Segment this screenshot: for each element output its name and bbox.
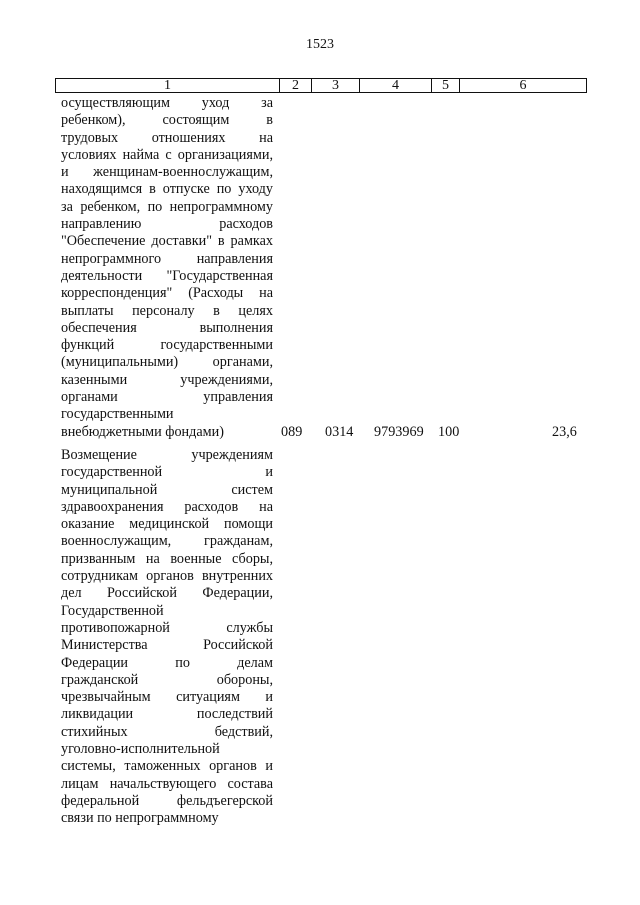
description-line: органами управления (61, 389, 273, 406)
description-line: военнослужащим, гражданам, (61, 533, 273, 550)
description-line: внебюджетными фондами) (61, 423, 224, 440)
description-line: Возмещение учреждениям (61, 447, 273, 463)
description-line: за ребенком, по непрограммному (61, 198, 273, 215)
description-line: здравоохранения расходов на (61, 498, 273, 515)
description-line: уголовно-исполнительной (61, 741, 220, 758)
row-1-col-3: 0314 (325, 424, 354, 440)
description-line: Государственной (61, 602, 164, 619)
header-col-5: 5 (432, 79, 460, 92)
description-line: чрезвычайным ситуациям и (61, 689, 273, 706)
description-line: ликвидации последствий (61, 706, 273, 723)
description-line: направлению расходов (61, 216, 273, 233)
description-line: корреспонденция" (Расходы на (61, 285, 273, 302)
description-line: находящимся в отпуске по уходу (61, 181, 273, 198)
table-header-row (55, 78, 587, 93)
header-col-3: 3 (312, 79, 360, 92)
row-1-col-5: 100 (438, 424, 460, 440)
description-line: (муниципальными) органами, (61, 354, 273, 371)
description-line: деятельности "Государственная (61, 267, 273, 284)
row-1-col-4: 9793969 (374, 424, 424, 440)
header-col-1: 1 (56, 79, 280, 92)
description-line: сотрудникам органов внутренних (61, 568, 273, 585)
description-line: противопожарной службы (61, 619, 273, 636)
description-line: осуществляющим уход за (61, 95, 273, 111)
header-col-2: 2 (280, 79, 312, 92)
description-line: Министерства Российской (61, 637, 273, 654)
description-line: стихийных бедствий, (61, 723, 273, 740)
row-1-col-2: 089 (281, 424, 303, 440)
description-line: системы, таможенных органов и (61, 758, 273, 775)
header-col-6: 6 (519, 78, 527, 93)
row-2-description (61, 447, 273, 828)
description-line: выплаты персоналу в целях (61, 302, 273, 319)
description-line: лицам начальствующего состава (61, 775, 273, 792)
description-line: оказание медицинской помощи (61, 516, 273, 533)
description-line: Федерации по делам (61, 654, 273, 671)
description-line: государственной и (61, 464, 273, 481)
description-line: обеспечения выполнения (61, 319, 273, 336)
page-number: 1523 (306, 37, 334, 52)
description-line: функций государственными (61, 337, 273, 354)
description-line: "Обеспечение доставки" в рамках (61, 233, 273, 250)
description-line: условиях найма с организациями, (61, 146, 273, 163)
description-line: муниципальной систем (61, 481, 273, 498)
description-line: связи по непрограммному (61, 810, 219, 827)
description-line: ребенком), состоящим в (61, 112, 273, 129)
row-1-description (61, 95, 273, 441)
description-line: трудовых отношениях на (61, 129, 273, 146)
description-line: казенными учреждениями, (61, 371, 273, 388)
description-line: призванным на военные сборы, (61, 550, 273, 567)
header-col-4: 4 (360, 79, 432, 92)
description-line: непрограммного направления (61, 250, 273, 267)
description-line: и женщинам-военнослужащим, (61, 164, 273, 181)
description-line: федеральной фельдъегерской (61, 792, 273, 809)
description-line: государственными (61, 406, 174, 423)
description-line: гражданской обороны, (61, 671, 273, 688)
row-1-col-6: 23,6 (552, 424, 577, 440)
description-line: дел Российской Федерации, (61, 585, 273, 602)
